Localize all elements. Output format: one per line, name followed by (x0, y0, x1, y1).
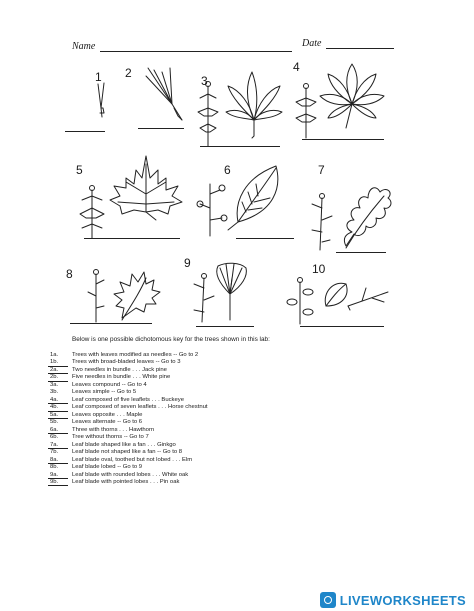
specimen-number-6: 6 (224, 163, 231, 177)
key-row-2a (50, 367, 370, 374)
key-text: Two needles in bundle . . . Jack pine (72, 366, 167, 373)
key-code: 2a. (50, 367, 72, 374)
key-code: 4a. (50, 397, 72, 404)
key-text: Leaf blade shaped like a fan . . . Ginkgo (72, 441, 176, 448)
specimen-number-7: 7 (318, 163, 325, 177)
key-code: 5b. (50, 419, 59, 426)
specimen-9-ginkgo-drawing (190, 260, 260, 324)
key-text: Leaf composed of five leaflets . . . Buckeye (72, 396, 184, 403)
key-text: Leaf blade oval, toothed but not lobed . . . Elm (72, 456, 193, 463)
key-code: 7b. (50, 449, 59, 456)
specimen-2-needles-drawing (142, 64, 192, 124)
key-text: Leaf composed of seven leaflets . . . Horse chestnut (72, 404, 208, 411)
specimen-10-twig-drawing (288, 272, 398, 326)
key-text: Tree without thorns -- Go to 7 (72, 434, 149, 441)
footer (0, 588, 474, 611)
key-text: Leaf blade with pointed lobes . . . Pin oak (72, 478, 180, 485)
key-code: 2b. (50, 374, 72, 381)
key-text: Leaf blade with rounded lobes . . . White oak (72, 471, 189, 478)
key-code: 8b. (50, 464, 59, 471)
key-row-8a (50, 457, 370, 464)
specimen-3-buckeye-drawing (192, 68, 292, 148)
date-label: Date (302, 38, 322, 49)
answer-line-10[interactable] (300, 326, 384, 327)
key-row-7a (50, 442, 370, 449)
key-row-2b (50, 374, 370, 381)
key-text: Leaf blade lobed -- Go to 9 (72, 464, 143, 471)
key-code: 5a. (50, 412, 72, 419)
key-intro-text: Below is one possible dichotomous key for the trees shown in this lab: (72, 336, 270, 343)
key-text: Three with thorns . . . Hawthorn (72, 426, 155, 433)
specimen-7-white-oak-drawing (306, 168, 396, 252)
specimen-8-pin-oak-drawing (82, 262, 162, 324)
name-field[interactable] (100, 51, 292, 52)
specimen-number-2: 2 (125, 66, 132, 80)
specimen-5-maple-drawing (74, 150, 184, 240)
specimen-1-needles-drawing (88, 80, 118, 118)
specimen-number-1: 1 (95, 70, 102, 84)
key-row-3b (50, 389, 370, 396)
key-code: 9a. (50, 472, 72, 479)
dichotomous-key (50, 352, 370, 486)
key-row-8b (50, 464, 370, 471)
specimen-6-elm-drawing (196, 158, 296, 238)
key-code: 7a. (50, 442, 72, 449)
specimen-number-10: 10 (312, 262, 326, 276)
liveworksheets-icon (320, 592, 336, 608)
answer-line-1[interactable] (65, 131, 105, 132)
key-text: Leaves opposite . . . Maple (72, 411, 143, 418)
key-row-5b (50, 419, 370, 426)
name-label: Name (72, 41, 96, 52)
key-row-9b (50, 479, 370, 486)
key-row-6a (50, 427, 370, 434)
key-row-9a (50, 472, 370, 479)
key-code: 9b. (50, 479, 72, 486)
key-code: 6b. (50, 434, 59, 441)
key-text: Trees with broad-bladed leaves -- Go to 3 (72, 359, 181, 366)
liveworksheets-logo[interactable] (320, 592, 466, 608)
key-code: 8a. (50, 457, 72, 464)
key-text: Leaves compound -- Go to 4 (72, 381, 147, 388)
key-row-1a (50, 352, 370, 359)
key-text: Five needles in bundle . . . White pine (72, 374, 171, 381)
specimen-number-9: 9 (184, 256, 191, 270)
key-text: Leaves simple -- Go to 5 (72, 389, 137, 396)
date-field[interactable] (326, 48, 394, 49)
key-code: 6a. (50, 427, 72, 434)
key-row-1b (50, 359, 370, 366)
key-code: 3b. (50, 389, 59, 396)
specimen-number-4: 4 (293, 60, 300, 74)
specimen-number-3: 3 (201, 74, 208, 88)
specimen-number-5: 5 (76, 163, 83, 177)
key-row-4b (50, 404, 370, 411)
specimen-number-8: 8 (66, 267, 73, 281)
answer-line-7[interactable] (336, 252, 386, 253)
key-text: Leaves alternate -- Go to 6 (72, 419, 143, 426)
key-row-3a (50, 382, 370, 389)
key-text: Leaf blade not shaped like a fan -- Go to 8 (72, 449, 183, 456)
key-text: Trees with leaves modified as needles -- Go to 2 (72, 352, 199, 358)
key-code: 1a. (50, 352, 59, 358)
brand-name: LIVEWORKSHEETS (339, 592, 466, 608)
key-row-4a (50, 397, 370, 404)
answer-line-2[interactable] (138, 128, 184, 129)
answer-line-6[interactable] (236, 238, 294, 239)
key-row-6b (50, 434, 370, 441)
key-code: 1b. (50, 359, 72, 366)
key-row-5a (50, 412, 370, 419)
answer-line-9[interactable] (196, 326, 254, 327)
specimen-4-horse-chestnut-drawing (290, 60, 390, 140)
key-code: 3a. (50, 381, 59, 388)
key-row-7b (50, 449, 370, 456)
key-code: 4b. (50, 404, 72, 411)
